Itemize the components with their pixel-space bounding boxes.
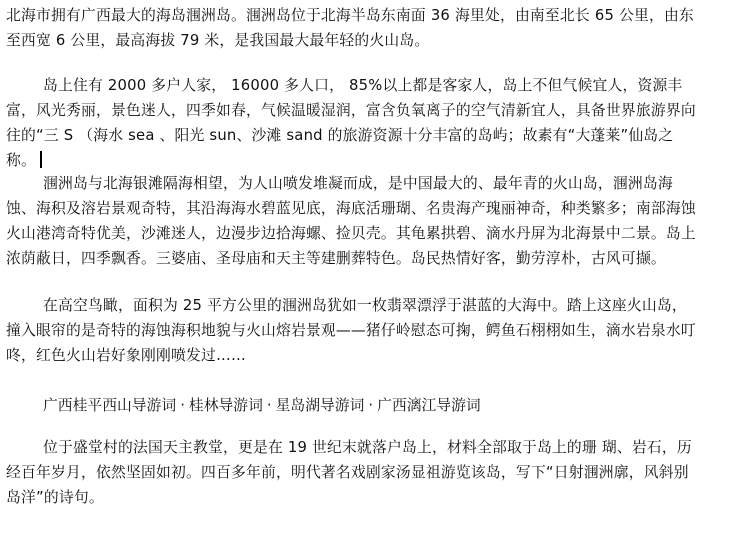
paragraph-population-text: 岛上住有 2000 多户人家， 16000 多人口， 85%以上都是客家人，岛上不但气候宜人，资源丰富，风光秀丽，景色迷人，四季如春，气候温暖湿润，富含负氧离子的空气清新宜人，具备世界旅游界向往的“三 S （海水 sea 、阳光 sun、沙滩 sand 的旅游资源十分丰富的岛屿；故素有“大蓬莱”仙岛之称。 <box>6 77 696 169</box>
link-guilin-guide[interactable]: 桂林导游词 <box>188 397 263 414</box>
paragraph-intro: 北海市拥有广西最大的海岛涠洲岛。涠洲岛位于北海半岛东南面 36 海里处，由南至北长 65 公里，由东至西宽 6 公里，最高海拔 79 米，是我国最大最年轻的火山岛。 <box>6 7 694 49</box>
link-lijiang-river-guide[interactable]: 广西漓江导游词 <box>377 397 481 414</box>
paragraph-aerial-view: 在高空鸟瞰，面积为 25 平方公里的涠洲岛犹如一枚翡翠漂浮于湛蓝的大海中。踏上这座火山岛，撞入眼帘的是奇特的海蚀海积地貌与火山熔岩景观——猪仔岭慰态可掬，鳄鱼石栩栩如生，滴水岩泉水叮咚，红色火山岩好象刚刚喷发过…… <box>6 297 696 364</box>
link-separator: · <box>368 397 374 414</box>
text-cursor <box>40 151 42 168</box>
paragraph-population <box>6 73 696 173</box>
paragraph-scenery: 涠洲岛与北海银滩隔海相望，为人山喷发堆凝而成，是中国最大的、最年青的火山岛，涠洲岛海蚀、海积及溶岩景观奇特，其沿海海水碧蓝见底，海底活珊瑚、名贵海产瑰丽神奇，种类繁多；南部海蚀火山港湾奇特优美，沙滩迷人，边漫步边拾海螺、捡贝壳。其龟累拱碧、滴水丹屏为北海景中二景。岛上浓荫蔽日，四季飘香。三婆庙、圣母庙和天主等建删葬特色。岛民热情好客，勤劳淳朴，古风可撷。 <box>6 175 696 267</box>
link-xingdao-lake-guide[interactable]: 星岛湖导游词 <box>275 397 365 414</box>
link-separator: · <box>180 397 185 414</box>
link-separator: · <box>266 397 272 414</box>
link-guilin-xishan-guide[interactable]: 广西桂平西山导游词 <box>43 397 177 414</box>
related-links <box>43 393 481 418</box>
paragraph-catholic-church: 位于盛堂村的法国天主教堂，更是在 19 世纪末就落户岛上，材料全部取于岛上的珊 瑚、岩石，历经百年岁月，依然坚固如初。四百多年前，明代著名戏剧家汤显祖游览该岛，写下“日射涠洲廓，风斜别岛洋”的诗句。 <box>6 439 692 506</box>
